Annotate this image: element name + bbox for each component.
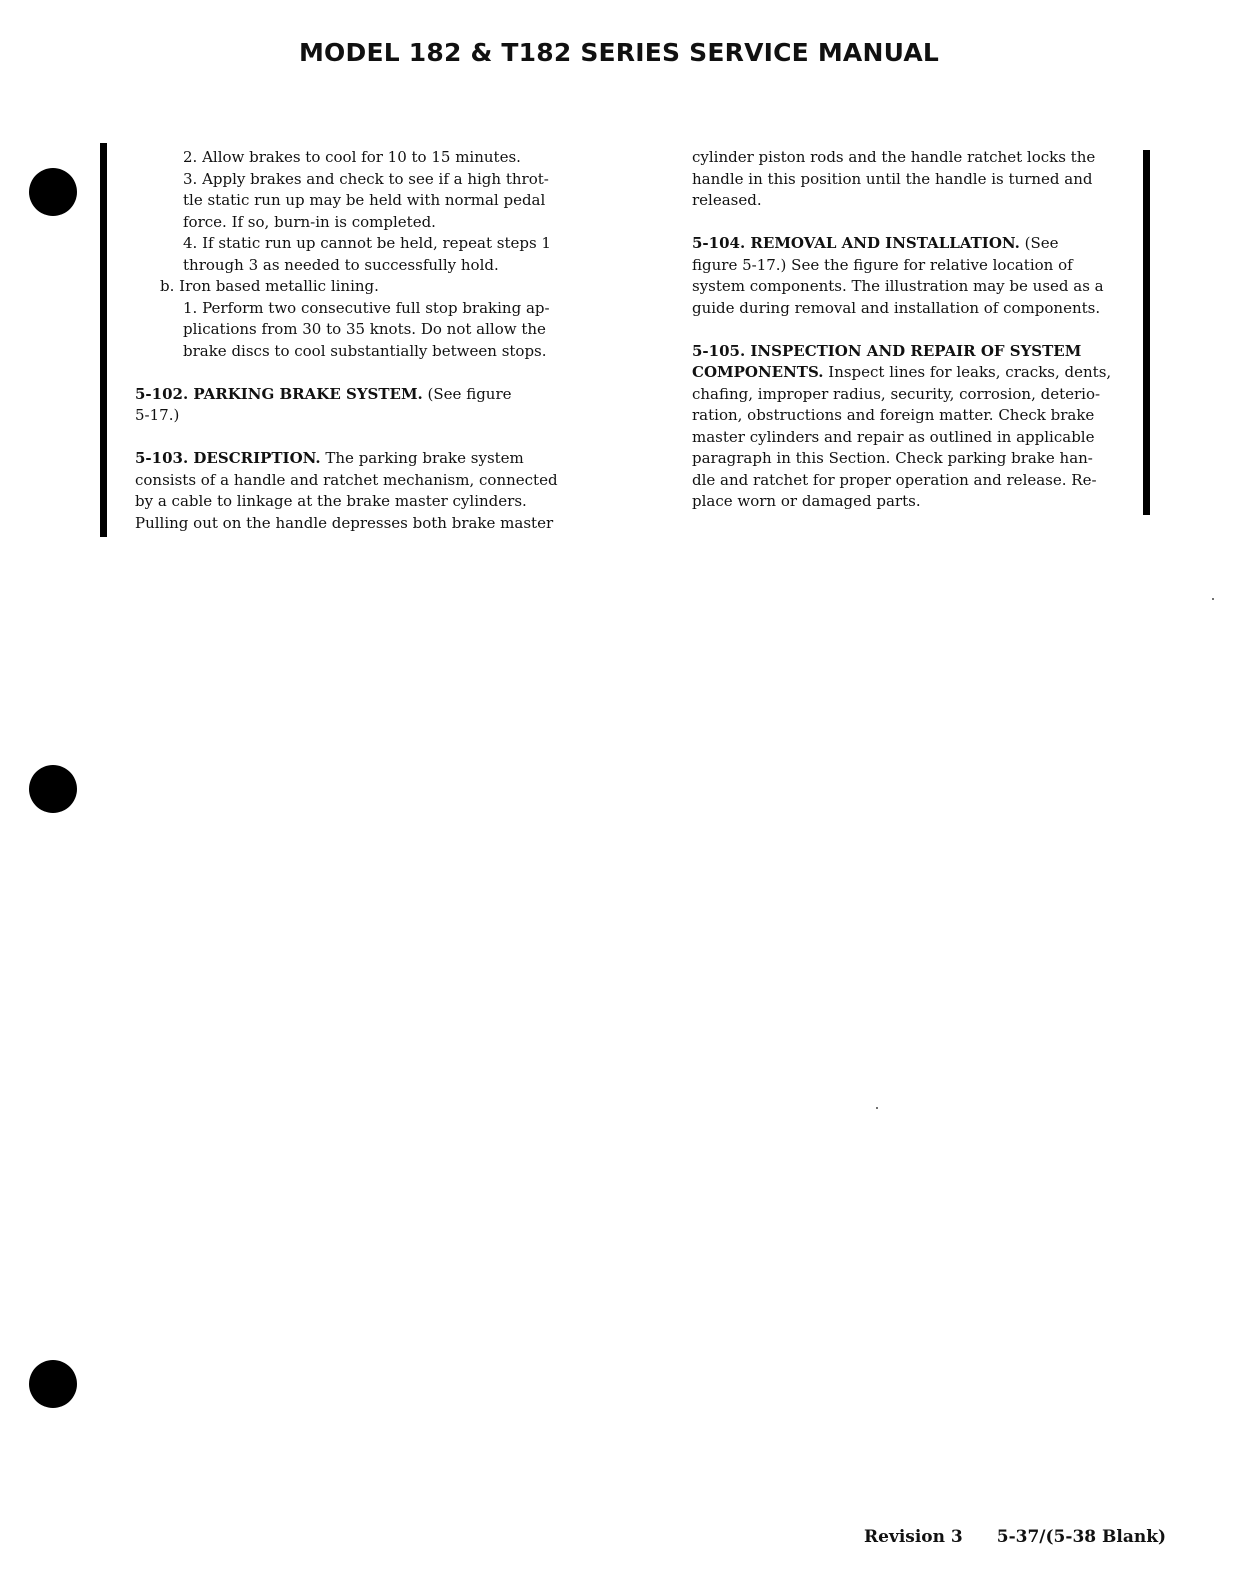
para-5-105-text: Inspect lines for leaks, cracks, dents, <box>823 363 1112 381</box>
step-3-line-1: 3. Apply brakes and check to see if a high throt- <box>183 169 549 188</box>
page-number: 5-37/(5-38 Blank) <box>996 1527 1167 1547</box>
scan-speck <box>1212 598 1214 600</box>
para-5-104-line-4: guide during removal and installation of components. <box>692 298 1101 317</box>
binder-hole-bottom <box>29 1360 77 1408</box>
right-column <box>692 147 1142 513</box>
para-5-105-heading-line-1: 5-105. INSPECTION AND REPAIR OF SYSTEM <box>692 341 1082 360</box>
para-5-103-line-2: consists of a handle and ratchet mechanism, connected <box>135 470 558 489</box>
page-title: MODEL 182 & T182 SERIES SERVICE MANUAL <box>298 38 940 67</box>
para-5-105-line-3: chafing, improper radius, security, corrosion, deterio- <box>692 384 1101 403</box>
para-5-105-line-4: ration, obstructions and foreign matter. Check brake <box>692 406 1095 424</box>
step-4-line-1: 4. If static run up cannot be held, repeat steps 1 <box>183 234 551 252</box>
para-5-102-line-1 <box>135 384 605 406</box>
para-5-105-line-5: master cylinders and repair as outlined in applicable <box>692 427 1095 446</box>
continuation-line-2: handle in this position until the handle is turned and <box>692 169 1093 188</box>
para-5-105-line-6: paragraph in this Section. Check parking brake han- <box>692 449 1093 467</box>
revision-label: Revision 3 <box>864 1527 963 1547</box>
binder-hole-top <box>29 168 77 216</box>
para-5-103-heading: 5-103. DESCRIPTION. <box>135 449 321 467</box>
para-5-104-heading: 5-104. REMOVAL AND INSTALLATION. <box>692 234 1020 252</box>
step-b1-line-2: plications from 30 to 35 knots. Do not allow the <box>183 320 546 338</box>
para-5-104-line-1 <box>692 233 1142 255</box>
step-4-line-2: through 3 as needed to successfully hold. <box>183 255 499 274</box>
item-b-line: b. Iron based metallic lining. <box>160 277 379 295</box>
scan-speck <box>876 1107 878 1109</box>
para-5-103-text: The parking brake system <box>320 449 524 467</box>
left-column <box>135 147 605 534</box>
step-3-line-3: force. If so, burn-in is completed. <box>183 212 436 231</box>
para-5-104-line-3: system components. The illustration may be used as a <box>692 277 1104 295</box>
step-b1-line-1: 1. Perform two consecutive full stop braking ap- <box>183 298 550 317</box>
change-bar-right <box>1143 150 1150 515</box>
para-5-102-text: (See figure <box>422 384 512 403</box>
change-bar-left <box>100 143 107 537</box>
para-5-103-line-1 <box>135 448 605 470</box>
para-5-105-line-7: dle and ratchet for proper operation and release. Re- <box>692 470 1097 489</box>
para-5-102-heading: 5-102. PARKING BRAKE SYSTEM. <box>135 384 423 403</box>
para-5-105-line-8: place worn or damaged parts. <box>692 492 921 510</box>
para-5-102-line-2: 5-17.) <box>135 406 180 424</box>
para-5-105-line-2 <box>692 362 1142 384</box>
step-2-line: 2. Allow brakes to cool for 10 to 15 minutes. <box>183 148 521 166</box>
continuation-line-3: released. <box>692 191 762 209</box>
step-b1-line-3: brake discs to cool substantially between stops. <box>183 341 547 360</box>
para-5-104-text: (See <box>1019 234 1059 252</box>
para-5-104-line-2: figure 5-17.) See the figure for relative location of <box>692 255 1073 274</box>
para-5-103-line-4: Pulling out on the handle depresses both brake master <box>135 513 554 532</box>
page-footer <box>864 1527 1166 1547</box>
para-5-105-heading-line-2: COMPONENTS. <box>692 363 824 381</box>
step-3-line-2: tle static run up may be held with normal pedal <box>183 191 546 209</box>
binder-hole-middle <box>29 765 77 813</box>
para-5-103-line-3: by a cable to linkage at the brake master cylinders. <box>135 492 527 510</box>
continuation-line-1: cylinder piston rods and the handle ratchet locks the <box>692 148 1096 166</box>
